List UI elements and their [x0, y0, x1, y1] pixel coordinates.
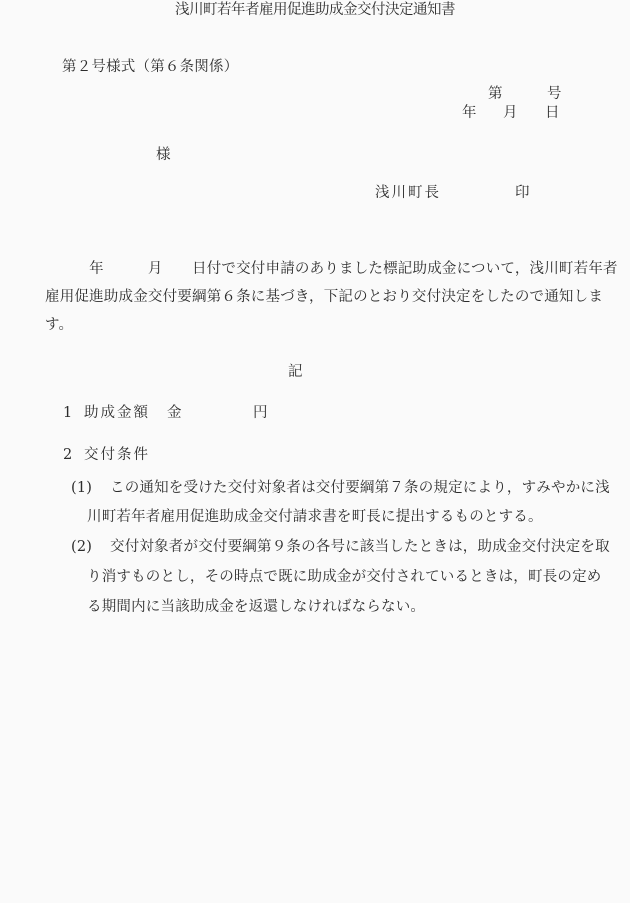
condition-2-line-2: り消すものとし，その時点で既に助成金が交付されているときは，町長の定め [87, 569, 602, 585]
condition-2-marker: (2) [71, 539, 93, 555]
body-paragraph-line-1: 年 月 日付で交付申請のありました標記助成金について，浅川町若年者 [45, 261, 618, 277]
document-number-prefix: 第 [488, 86, 509, 102]
issue-date-day-label: 日 [545, 105, 560, 121]
issuer-name: 浅川町長 [375, 185, 441, 201]
item2-number: 2 [63, 447, 73, 463]
item1-amount-unit: 円 [253, 405, 268, 421]
condition-1-line-1: この通知を受けた交付対象者は交付要綱第７条の規定により，すみやかに浅 [110, 480, 610, 496]
issue-date-year-label: 年 [462, 105, 477, 121]
body-paragraph-line-3: す。 [45, 317, 74, 333]
document-number-suffix: 号 [547, 86, 562, 102]
item2-heading: 交付条件 [84, 447, 150, 463]
item1-currency-prefix: 金 [167, 405, 182, 421]
condition-1-marker: (1) [71, 480, 93, 496]
condition-1-line-2: 川町若年者雇用促進助成金交付請求書を町長に提出するものとする。 [87, 509, 543, 525]
addressee-honorific: 様 [156, 147, 171, 163]
condition-2-line-1: 交付対象者が交付要綱第９条の各号に該当したときは，助成金交付決定を取 [110, 539, 610, 555]
item1-number: 1 [63, 405, 73, 421]
form-number-label: 第２号様式（第６条関係） [62, 59, 239, 75]
record-marker: 記 [288, 364, 303, 380]
seal-mark: 印 [515, 185, 530, 201]
item1-label: 助成金額 [84, 405, 150, 421]
body-paragraph-line-2: 雇用促進助成金交付要綱第６条に基づき，下記のとおり交付決定をしたので通知しま [45, 289, 604, 305]
document-title: 浅川町若年者雇用促進助成金交付決定通知書 [175, 2, 455, 18]
issue-date-month-label: 月 [503, 105, 518, 121]
condition-2-line-3: る期間内に当該助成金を返還しなければならない。 [87, 599, 426, 615]
